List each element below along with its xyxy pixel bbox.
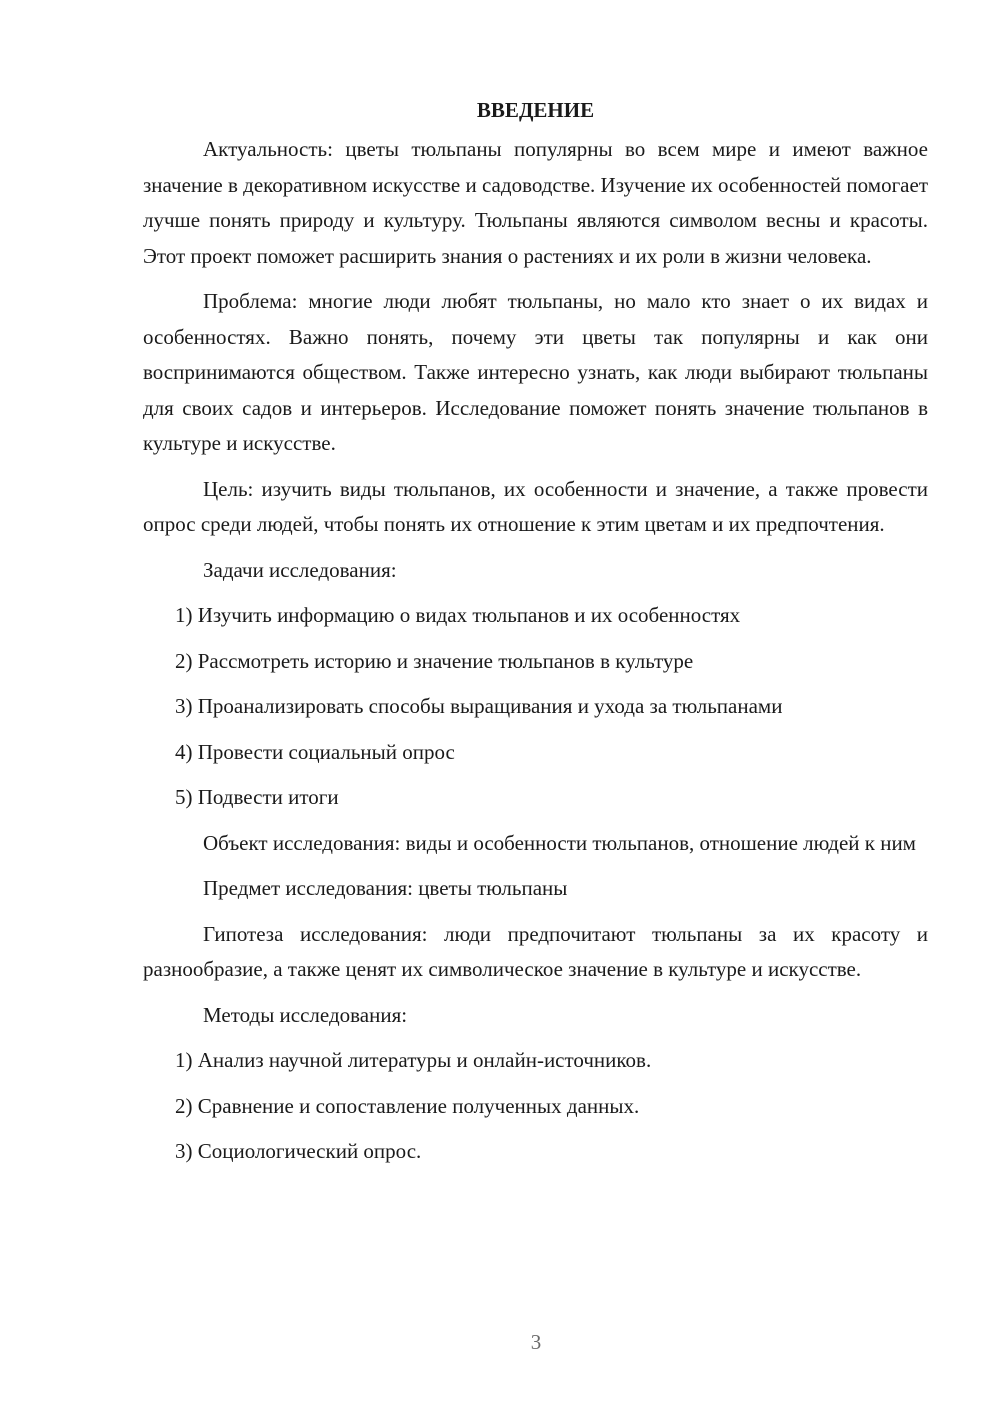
list-item: 2) Сравнение и сопоставление полученных данных. (175, 1093, 640, 1118)
list-item: 2) Рассмотреть историю и значение тюльпанов в культуре (175, 648, 694, 673)
tasks-list (143, 598, 928, 816)
problem-paragraph: Проблема: многие люди любят тюльпаны, но мало кто знает о их видах и особенностях. Важно понять, почему эти цветы так популярны и как они воспринимаются обществом. Также интересно узнать, как люди выбирают тюльпаны для своих садов и интерьеров. Исследование поможет понять значение тюльпанов в культуре и искусстве. (143, 289, 928, 455)
list-item: 5) Подвести итоги (175, 785, 339, 809)
list-item: 3) Социологический опрос. (175, 1139, 422, 1163)
list-item: 1) Изучить информацию о видах тюльпанов и их особенностях (175, 603, 741, 627)
methods-list (143, 1043, 928, 1170)
methods-heading: Методы исследования: (203, 1002, 408, 1027)
list-item: 1) Анализ научной литературы и онлайн-источников. (175, 1048, 652, 1072)
section-title: ВВЕДЕНИЕ (476, 98, 595, 122)
object-paragraph: Объект исследования: виды и особенности тюльпанов, отношение людей к ним (203, 830, 916, 855)
document-page (143, 92, 928, 1180)
list-item: 4) Провести социальный опрос (175, 739, 455, 764)
list-item: 3) Проанализировать способы выращивания и ухода за тюльпанами (175, 694, 783, 718)
subject-paragraph: Предмет исследования: цветы тюльпаны (203, 876, 568, 900)
goal-paragraph: Цель: изучить виды тюльпанов, их особенности и значение, а также провести опрос среди людей, чтобы понять их отношение к этим цветам и их предпочтения. (143, 476, 928, 536)
page-number: 3 (530, 1330, 542, 1354)
relevance-paragraph: Актуальность: цветы тюльпаны популярны во всем мире и имеют важное значение в декоративном искусстве и садоводстве. Изучение их особенностей помогает лучше понять природу и культуру. Тюльпаны являются символом весны и красоты. Этот проект поможет расширить знания о растениях и их роли в жизни человека. (143, 137, 928, 268)
hypothesis-paragraph: Гипотеза исследования: люди предпочитают тюльпаны за их красоту и разнообразие, а также ценят их символическое значение в культуре и искусстве. (143, 921, 928, 981)
tasks-heading: Задачи исследования: (203, 557, 397, 582)
